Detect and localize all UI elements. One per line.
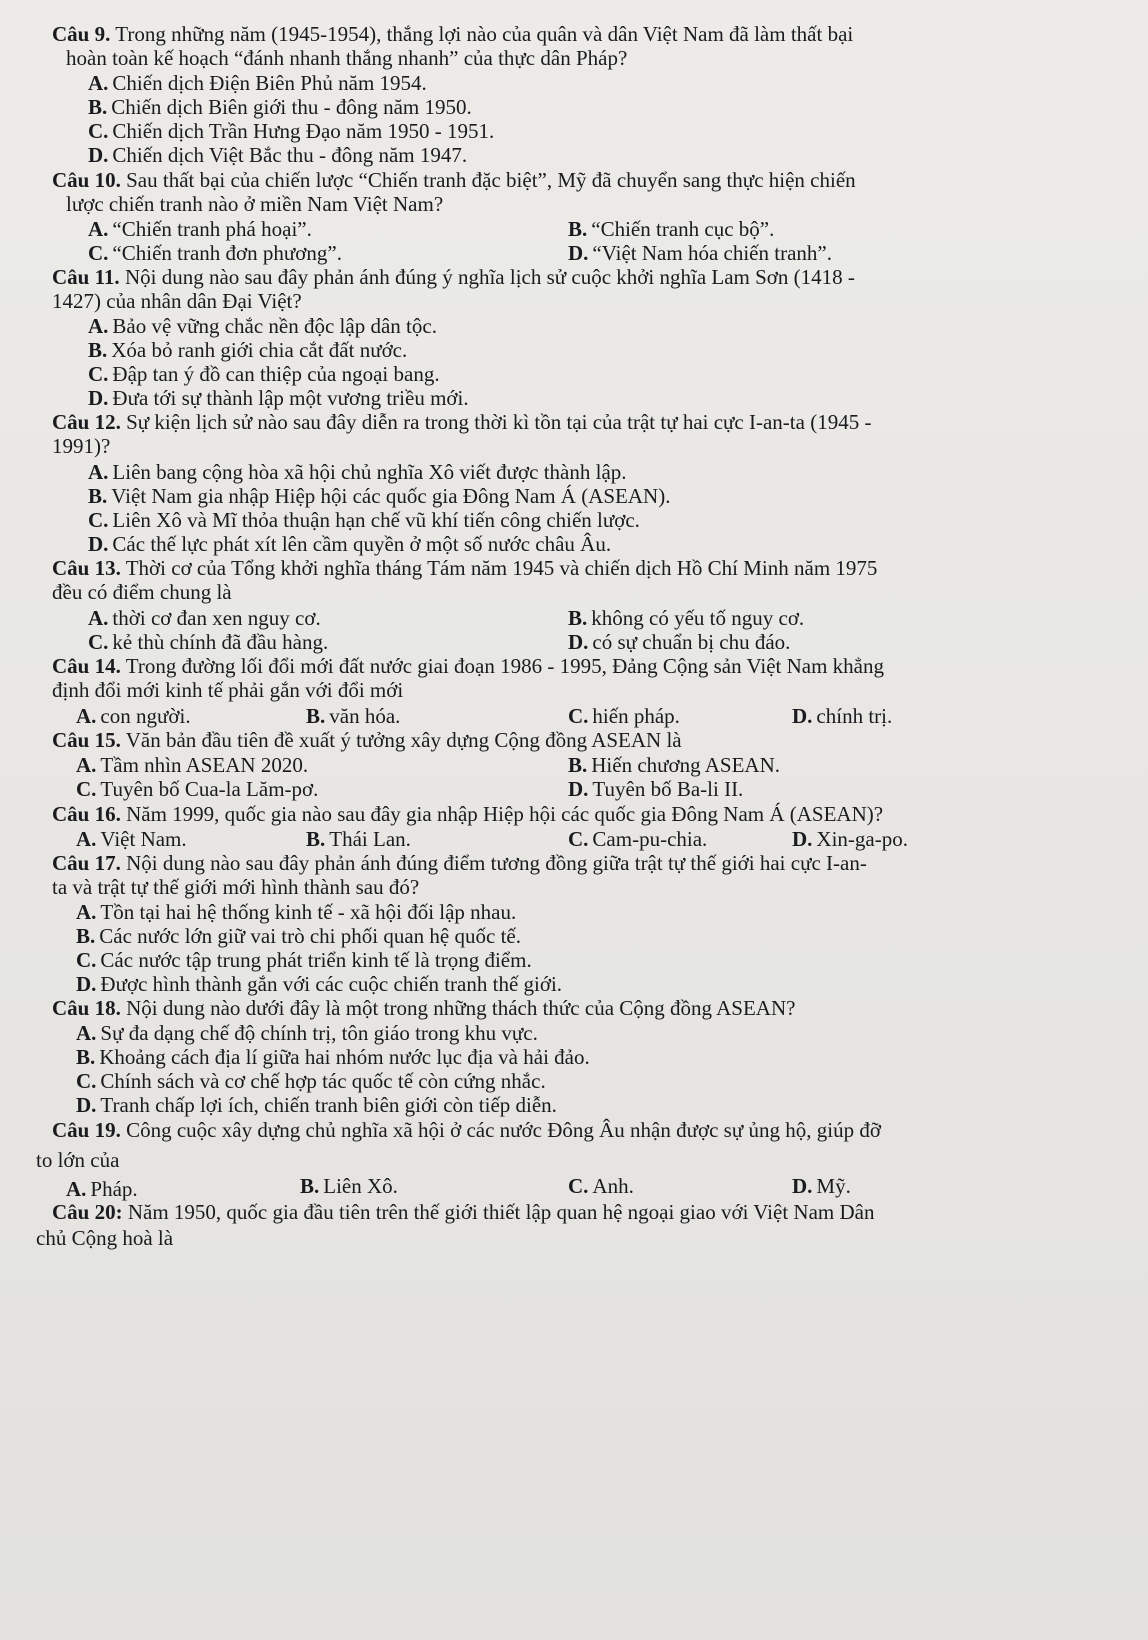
option-text: kẻ thù chính đã đầu hàng.	[112, 630, 329, 654]
option-letter: D.	[792, 827, 813, 851]
question-14-option-a	[76, 704, 191, 728]
question-text: Nội dung nào sau đây phản ánh đúng điểm tương đồng giữa trật tự thế giới hai cực I-an-	[126, 851, 867, 875]
question-19-option-c	[568, 1174, 634, 1198]
option-text: “Chiến tranh cục bộ”.	[591, 217, 775, 241]
question-12-line-1	[52, 410, 871, 434]
question-15-option-a	[76, 753, 308, 777]
option-text: Chiến dịch Việt Bắc thu - đông năm 1947.	[112, 143, 468, 167]
question-number: Câu 18.	[52, 996, 121, 1020]
option-text: thời cơ đan xen nguy cơ.	[112, 606, 321, 630]
option-text: Các thế lực phát xít lên cầm quyền ở một số nước châu Âu.	[112, 532, 612, 556]
question-16-option-d	[792, 827, 908, 851]
question-14-option-c	[568, 704, 680, 728]
option-text: có sự chuẩn bị chu đáo.	[592, 630, 791, 654]
question-15-line-1	[52, 728, 682, 752]
question-9-line-1	[52, 22, 853, 46]
option-text: Tranh chấp lợi ích, chiến tranh biên giới còn tiếp diễn.	[100, 1093, 557, 1117]
question-12-line-2	[52, 434, 110, 458]
option-letter: C.	[76, 948, 97, 972]
question-text: lược chiến tranh nào ở miền Nam Việt Nam?	[66, 192, 444, 216]
question-text: ta và trật tự thế giới mới hình thành sau đó?	[52, 875, 420, 899]
question-14-option-d	[792, 704, 892, 728]
option-text: Tồn tại hai hệ thống kinh tế - xã hội đối lập nhau.	[100, 900, 517, 924]
option-letter: A.	[88, 217, 109, 241]
option-letter: A.	[88, 606, 109, 630]
option-letter: A.	[88, 314, 109, 338]
option-letter: D.	[792, 704, 813, 728]
question-13-option-b	[568, 606, 804, 630]
question-10-option-b	[568, 217, 774, 241]
option-text: Xóa bỏ ranh giới chia cắt đất nước.	[111, 338, 408, 362]
option-letter: B.	[568, 606, 588, 630]
option-text: Khoảng cách địa lí giữa hai nhóm nước lục địa và hải đảo.	[99, 1045, 590, 1069]
question-9-line-2	[66, 46, 627, 70]
question-number: Câu 16.	[52, 802, 121, 826]
question-17-option-b	[76, 924, 521, 948]
question-19-option-d	[792, 1174, 851, 1198]
option-text: Chính sách và cơ chế hợp tác quốc tế còn cứng nhắc.	[100, 1069, 546, 1093]
question-11-option-b	[88, 338, 407, 362]
option-letter: B.	[568, 217, 588, 241]
question-text: Sự kiện lịch sử nào sau đây diễn ra trong thời kì tồn tại của trật tự hai cực I-an-ta (1945 -	[126, 410, 872, 434]
question-20-line-1	[52, 1200, 874, 1224]
question-19-option-b	[300, 1174, 398, 1198]
question-text: Trong đường lối đổi mới đất nước giai đoạn 1986 - 1995, Đảng Cộng sản Việt Nam khẳng	[125, 654, 884, 678]
question-18-line-1	[52, 996, 795, 1020]
option-letter: B.	[300, 1174, 320, 1198]
option-text: Các nước lớn giữ vai trò chi phối quan hệ quốc tế.	[99, 924, 521, 948]
option-letter: A.	[76, 827, 97, 851]
question-13-option-c	[88, 630, 328, 654]
question-17-line-1	[52, 851, 867, 875]
question-18-option-b	[76, 1045, 590, 1069]
option-letter: C.	[88, 362, 109, 386]
question-12-option-a	[88, 460, 627, 484]
question-10-option-d	[568, 241, 832, 265]
option-letter: C.	[76, 777, 97, 801]
option-letter: A.	[76, 704, 97, 728]
option-letter: D.	[568, 630, 589, 654]
option-letter: D.	[792, 1174, 813, 1198]
option-text: Được hình thành gắn với các cuộc chiến tranh thế giới.	[100, 972, 563, 996]
question-18-option-d	[76, 1093, 557, 1117]
option-letter: B.	[568, 753, 588, 777]
question-16-option-a	[76, 827, 187, 851]
question-11-option-d	[88, 386, 469, 410]
question-14-line-1	[52, 654, 884, 678]
question-13-option-a	[88, 606, 321, 630]
question-11-option-c	[88, 362, 440, 386]
option-text: không có yếu tố nguy cơ.	[591, 606, 805, 630]
question-number: Câu 13.	[52, 556, 121, 580]
question-15-option-b	[568, 753, 780, 777]
question-text: 1427) của nhân dân Đại Việt?	[52, 289, 302, 313]
option-letter: B.	[88, 484, 108, 508]
option-text: Anh.	[592, 1174, 634, 1198]
option-letter: A.	[76, 900, 97, 924]
option-text: Liên bang cộng hòa xã hội chủ nghĩa Xô viết được thành lập.	[112, 460, 627, 484]
question-text: định đổi mới kinh tế phải gắn với đổi mới	[52, 678, 404, 702]
option-letter: D.	[88, 532, 109, 556]
question-9-option-b	[88, 95, 472, 119]
question-10-line-1	[52, 168, 856, 192]
question-text: đều có điểm chung là	[52, 580, 232, 604]
option-text: Thái Lan.	[329, 827, 411, 851]
option-text: Chiến dịch Biên giới thu - đông năm 1950.	[111, 95, 472, 119]
question-17-line-2	[52, 875, 419, 899]
question-19-line-2	[36, 1148, 119, 1172]
option-text: Liên Xô và Mĩ thỏa thuận hạn chế vũ khí tiến công chiến lược.	[112, 508, 640, 532]
question-10-option-c	[88, 241, 342, 265]
question-20-line-2	[36, 1226, 173, 1250]
option-text: Liên Xô.	[323, 1174, 398, 1198]
option-text: Sự đa dạng chế độ chính trị, tôn giáo trong khu vực.	[100, 1021, 538, 1045]
option-text: Bảo vệ vững chắc nền độc lập dân tộc.	[112, 314, 437, 338]
question-number: Câu 12.	[52, 410, 121, 434]
option-letter: D.	[76, 972, 97, 996]
question-12-option-d	[88, 532, 611, 556]
option-text: “Việt Nam hóa chiến tranh”.	[592, 241, 832, 265]
option-letter: C.	[88, 508, 109, 532]
question-text: Nội dung nào sau đây phản ánh đúng ý nghĩa lịch sử cuộc khởi nghĩa Lam Sơn (1418 -	[124, 265, 855, 289]
option-text: con người.	[100, 704, 191, 728]
option-text: chính trị.	[816, 704, 893, 728]
question-text: to lớn của	[36, 1148, 120, 1172]
option-text: Pháp.	[90, 1177, 138, 1201]
option-text: Chiến dịch Điện Biên Phủ năm 1954.	[112, 71, 427, 95]
option-text: Chiến dịch Trần Hưng Đạo năm 1950 - 1951.	[112, 119, 495, 143]
question-10-line-2	[66, 192, 443, 216]
question-12-option-b	[88, 484, 670, 508]
question-text: Thời cơ của Tổng khởi nghĩa tháng Tám năm 1945 và chiến dịch Hồ Chí Minh năm 1975	[125, 556, 878, 580]
question-text: Trong những năm (1945-1954), thắng lợi nào của quân và dân Việt Nam đã làm thất bại	[115, 22, 854, 46]
question-14-line-2	[52, 678, 403, 702]
question-text: 1991)?	[52, 434, 111, 458]
question-9-option-a	[88, 71, 427, 95]
question-text: Sau thất bại của chiến lược “Chiến tranh đặc biệt”, Mỹ đã chuyển sang thực hiện chiến	[126, 168, 856, 192]
question-number: Câu 17.	[52, 851, 121, 875]
option-letter: D.	[76, 1093, 97, 1117]
question-16-option-c	[568, 827, 707, 851]
question-17-option-c	[76, 948, 532, 972]
question-9-option-d	[88, 143, 467, 167]
question-text: Năm 1999, quốc gia nào sau đây gia nhập Hiệp hội các quốc gia Đông Nam Á (ASEAN)?	[126, 802, 884, 826]
option-letter: A.	[76, 1021, 97, 1045]
option-letter: D.	[568, 241, 589, 265]
question-15-option-d	[568, 777, 743, 801]
question-text: chủ Cộng hoà là	[36, 1226, 174, 1250]
option-text: Tầm nhìn ASEAN 2020.	[100, 753, 309, 777]
question-19-line-1	[52, 1118, 881, 1142]
option-text: Các nước tập trung phát triển kinh tế là trọng điểm.	[100, 948, 532, 972]
option-text: Tuyên bố Ba-li II.	[592, 777, 744, 801]
question-16-line-1	[52, 802, 883, 826]
option-text: Việt Nam gia nhập Hiệp hội các quốc gia Đông Nam Á (ASEAN).	[111, 484, 671, 508]
option-letter: D.	[88, 143, 109, 167]
question-15-option-c	[76, 777, 318, 801]
question-17-option-d	[76, 972, 562, 996]
question-12-option-c	[88, 508, 640, 532]
question-17-option-a	[76, 900, 516, 924]
option-text: Việt Nam.	[100, 827, 187, 851]
option-text: Xin-ga-po.	[816, 827, 908, 851]
option-letter: C.	[88, 119, 109, 143]
option-text: Tuyên bố Cua-la Lăm-pơ.	[100, 777, 319, 801]
question-14-option-b	[306, 704, 400, 728]
option-letter: D.	[568, 777, 589, 801]
option-letter: C.	[568, 704, 589, 728]
option-text: Đập tan ý đồ can thiệp của ngoại bang.	[112, 362, 440, 386]
question-13-line-2	[52, 580, 232, 604]
option-letter: A.	[88, 71, 109, 95]
option-text: Hiến chương ASEAN.	[591, 753, 780, 777]
question-10-option-a	[88, 217, 312, 241]
option-text: Đưa tới sự thành lập một vương triều mới.	[112, 386, 469, 410]
question-18-option-a	[76, 1021, 538, 1045]
option-text: Mỹ.	[816, 1174, 851, 1198]
question-19-option-a	[66, 1177, 138, 1201]
question-9-option-c	[88, 119, 494, 143]
question-number: Câu 11.	[52, 265, 120, 289]
question-13-option-d	[568, 630, 790, 654]
question-16-option-b	[306, 827, 411, 851]
question-text: Công cuộc xây dựng chủ nghĩa xã hội ở các nước Đông Âu nhận được sự ủng hộ, giúp đỡ	[126, 1118, 881, 1142]
question-text: hoàn toàn kế hoạch “đánh nhanh thắng nhanh” của thực dân Pháp?	[66, 46, 628, 70]
question-number: Câu 20:	[52, 1200, 123, 1224]
option-letter: C.	[568, 1174, 589, 1198]
question-13-line-1	[52, 556, 877, 580]
question-number: Câu 19.	[52, 1118, 121, 1142]
question-number: Câu 15.	[52, 728, 121, 752]
option-letter: B.	[76, 924, 96, 948]
option-letter: B.	[88, 338, 108, 362]
option-text: văn hóa.	[329, 704, 401, 728]
question-11-option-a	[88, 314, 437, 338]
question-11-line-1	[52, 265, 855, 289]
question-11-line-2	[52, 289, 302, 313]
option-text: Cam-pu-chia.	[592, 827, 708, 851]
option-letter: C.	[568, 827, 589, 851]
question-18-option-c	[76, 1069, 546, 1093]
option-letter: C.	[88, 630, 109, 654]
option-letter: C.	[76, 1069, 97, 1093]
option-text: hiến pháp.	[592, 704, 680, 728]
option-letter: A.	[76, 753, 97, 777]
option-text: “Chiến tranh đơn phương”.	[112, 241, 342, 265]
question-number: Câu 14.	[52, 654, 121, 678]
question-number: Câu 9.	[52, 22, 111, 46]
option-letter: D.	[88, 386, 109, 410]
option-letter: B.	[76, 1045, 96, 1069]
option-letter: B.	[306, 827, 326, 851]
option-text: “Chiến tranh phá hoại”.	[112, 217, 312, 241]
option-letter: B.	[306, 704, 326, 728]
question-number: Câu 10.	[52, 168, 121, 192]
question-text: Nội dung nào dưới đây là một trong những thách thức của Cộng đồng ASEAN?	[126, 996, 796, 1020]
option-letter: A.	[88, 460, 109, 484]
question-text: Năm 1950, quốc gia đầu tiên trên thế giới thiết lập quan hệ ngoại giao với Việt Nam Dân	[127, 1200, 875, 1224]
question-text: Văn bản đầu tiên đề xuất ý tưởng xây dựng Cộng đồng ASEAN là	[125, 728, 682, 752]
option-letter: C.	[88, 241, 109, 265]
option-letter: A.	[66, 1177, 87, 1201]
option-letter: B.	[88, 95, 108, 119]
